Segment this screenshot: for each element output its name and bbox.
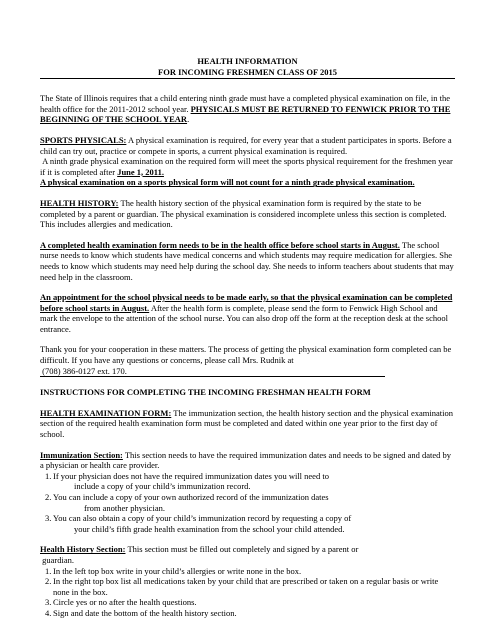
appointment-text: After the health form is complete, please send the form to Fenwick High School and mark the envelope to the attention of the school nurse. You can also drop off the form at the reception desk at the school entrance. <box>40 302 448 334</box>
list-item: 1. If your physician does not have the required immunization dates you will need to include a copy of your child’s immunization record. <box>45 470 329 492</box>
intro-end: . <box>187 114 190 125</box>
sports-heading: SPORTS PHYSICALS: <box>40 134 127 145</box>
document-subtitle: FOR INCOMING FRESHMEN CLASS OF 2015 <box>40 67 455 80</box>
completed-bold: A completed health examination form needs to be in the health office before school starts in August. <box>40 239 400 250</box>
intro-deadline: PHYSICALS MUST BE RETURNED TO FENWICK PRIOR TO THE BEGINNING OF THE SCHOOL YEAR <box>40 103 451 125</box>
history-section-text2: guardian. <box>42 554 74 565</box>
instructions-heading: INSTRUCTIONS FOR COMPLETING THE INCOMING FRESHMAN HEALTH FORM <box>40 387 371 398</box>
completed-paragraph <box>40 240 455 282</box>
immunization-list <box>40 471 455 535</box>
history-section-paragraph <box>40 544 455 555</box>
completed-text: The school nurse needs to know which students have medical concerns and which students may require medication for allergies. She needs to know which students may need help during the school day. She needs to inform teachers about students that may need help in the classroom. <box>40 239 454 282</box>
list-item: 2. You can include a copy of your own authorized record of the immunization dates from another physician. <box>45 492 329 513</box>
history-text: The health history section of the physical examination form is required by the state to be completed by a parent or guardian. The physical examination is considered incomplete unless this section is completed. This includes allergies and medication. <box>40 197 447 230</box>
appointment-paragraph <box>40 292 455 334</box>
contact-phone: (708) 386-0127 ext. 170. <box>42 365 127 376</box>
document-title: HEALTH INFORMATION <box>197 56 298 66</box>
intro-text: The State of Illinois requires that a child entering ninth grade must have a completed physical examination on file, in the health office for the 2011-2012 school year. <box>40 93 451 114</box>
sports-date: June 1, 2011. <box>117 166 164 177</box>
appointment-bold: An appointment for the school physical needs to be made early, so that the physical examination can be completed before school starts in August. <box>40 292 453 313</box>
history-section-heading: Health History Section: <box>40 544 126 555</box>
history-paragraph <box>40 198 455 230</box>
divider-line <box>40 376 385 377</box>
immunization-heading: Immunization Section: <box>40 449 123 460</box>
sports-ninth-grade: A ninth grade physical examination on the required form will meet the sports physical requirement for the freshmen year if it is completed after June 1, 2011. <box>40 156 453 177</box>
document-body <box>40 56 455 619</box>
list-item: 1. In the left top box write in your child’s allergies or write none in the box. <box>45 565 302 576</box>
list-item: 3. Circle yes or no after the health questions. <box>45 597 197 608</box>
exam-form-text: The immunization section, the health history section and the physical examination section of the required health examination form must be completed and dated within one year prior to the first day of school. <box>40 407 453 440</box>
history-heading: HEALTH HISTORY: <box>40 197 119 208</box>
immunization-paragraph <box>40 450 455 471</box>
immunization-text: This section needs to have the required immunization dates and needs to be signed and dated by a physician or health care provider. <box>40 449 452 471</box>
list-item: 4. Sign and date the bottom of the health history section. <box>45 607 237 618</box>
list-item: 3. You can also obtain a copy of your child’s immunization record by requesting a copy of your child’s fifth grade health examination from the school your child attended. <box>45 513 352 534</box>
thanks-paragraph: Thank you for your cooperation in these matters. The process of getting the physical examination form completed can be difficult. If you have any questions or concerns, please call Mrs. Rudnik at <box>40 344 452 366</box>
intro-paragraph <box>40 93 455 125</box>
sports-warning: A physical examination on a sports physical form will not count for a ninth grade physical examination. <box>40 177 415 188</box>
sports-text: A physical examination is required, for every year that a student participates in sports. Before a child can try out, practice or compete in sports, a current physical examination is required. <box>40 134 452 156</box>
exam-form-heading: HEALTH EXAMINATION FORM: <box>40 407 172 418</box>
history-section-text: This section must be filled out completely and signed by a parent or <box>125 544 359 555</box>
history-section-list <box>40 566 455 619</box>
sports-paragraph <box>40 135 455 156</box>
exam-form-paragraph <box>40 408 455 440</box>
list-item: 2. In the right top box list all medications taken by your child that are prescribed or taken on a regular basis or write none in the box. <box>45 576 439 597</box>
